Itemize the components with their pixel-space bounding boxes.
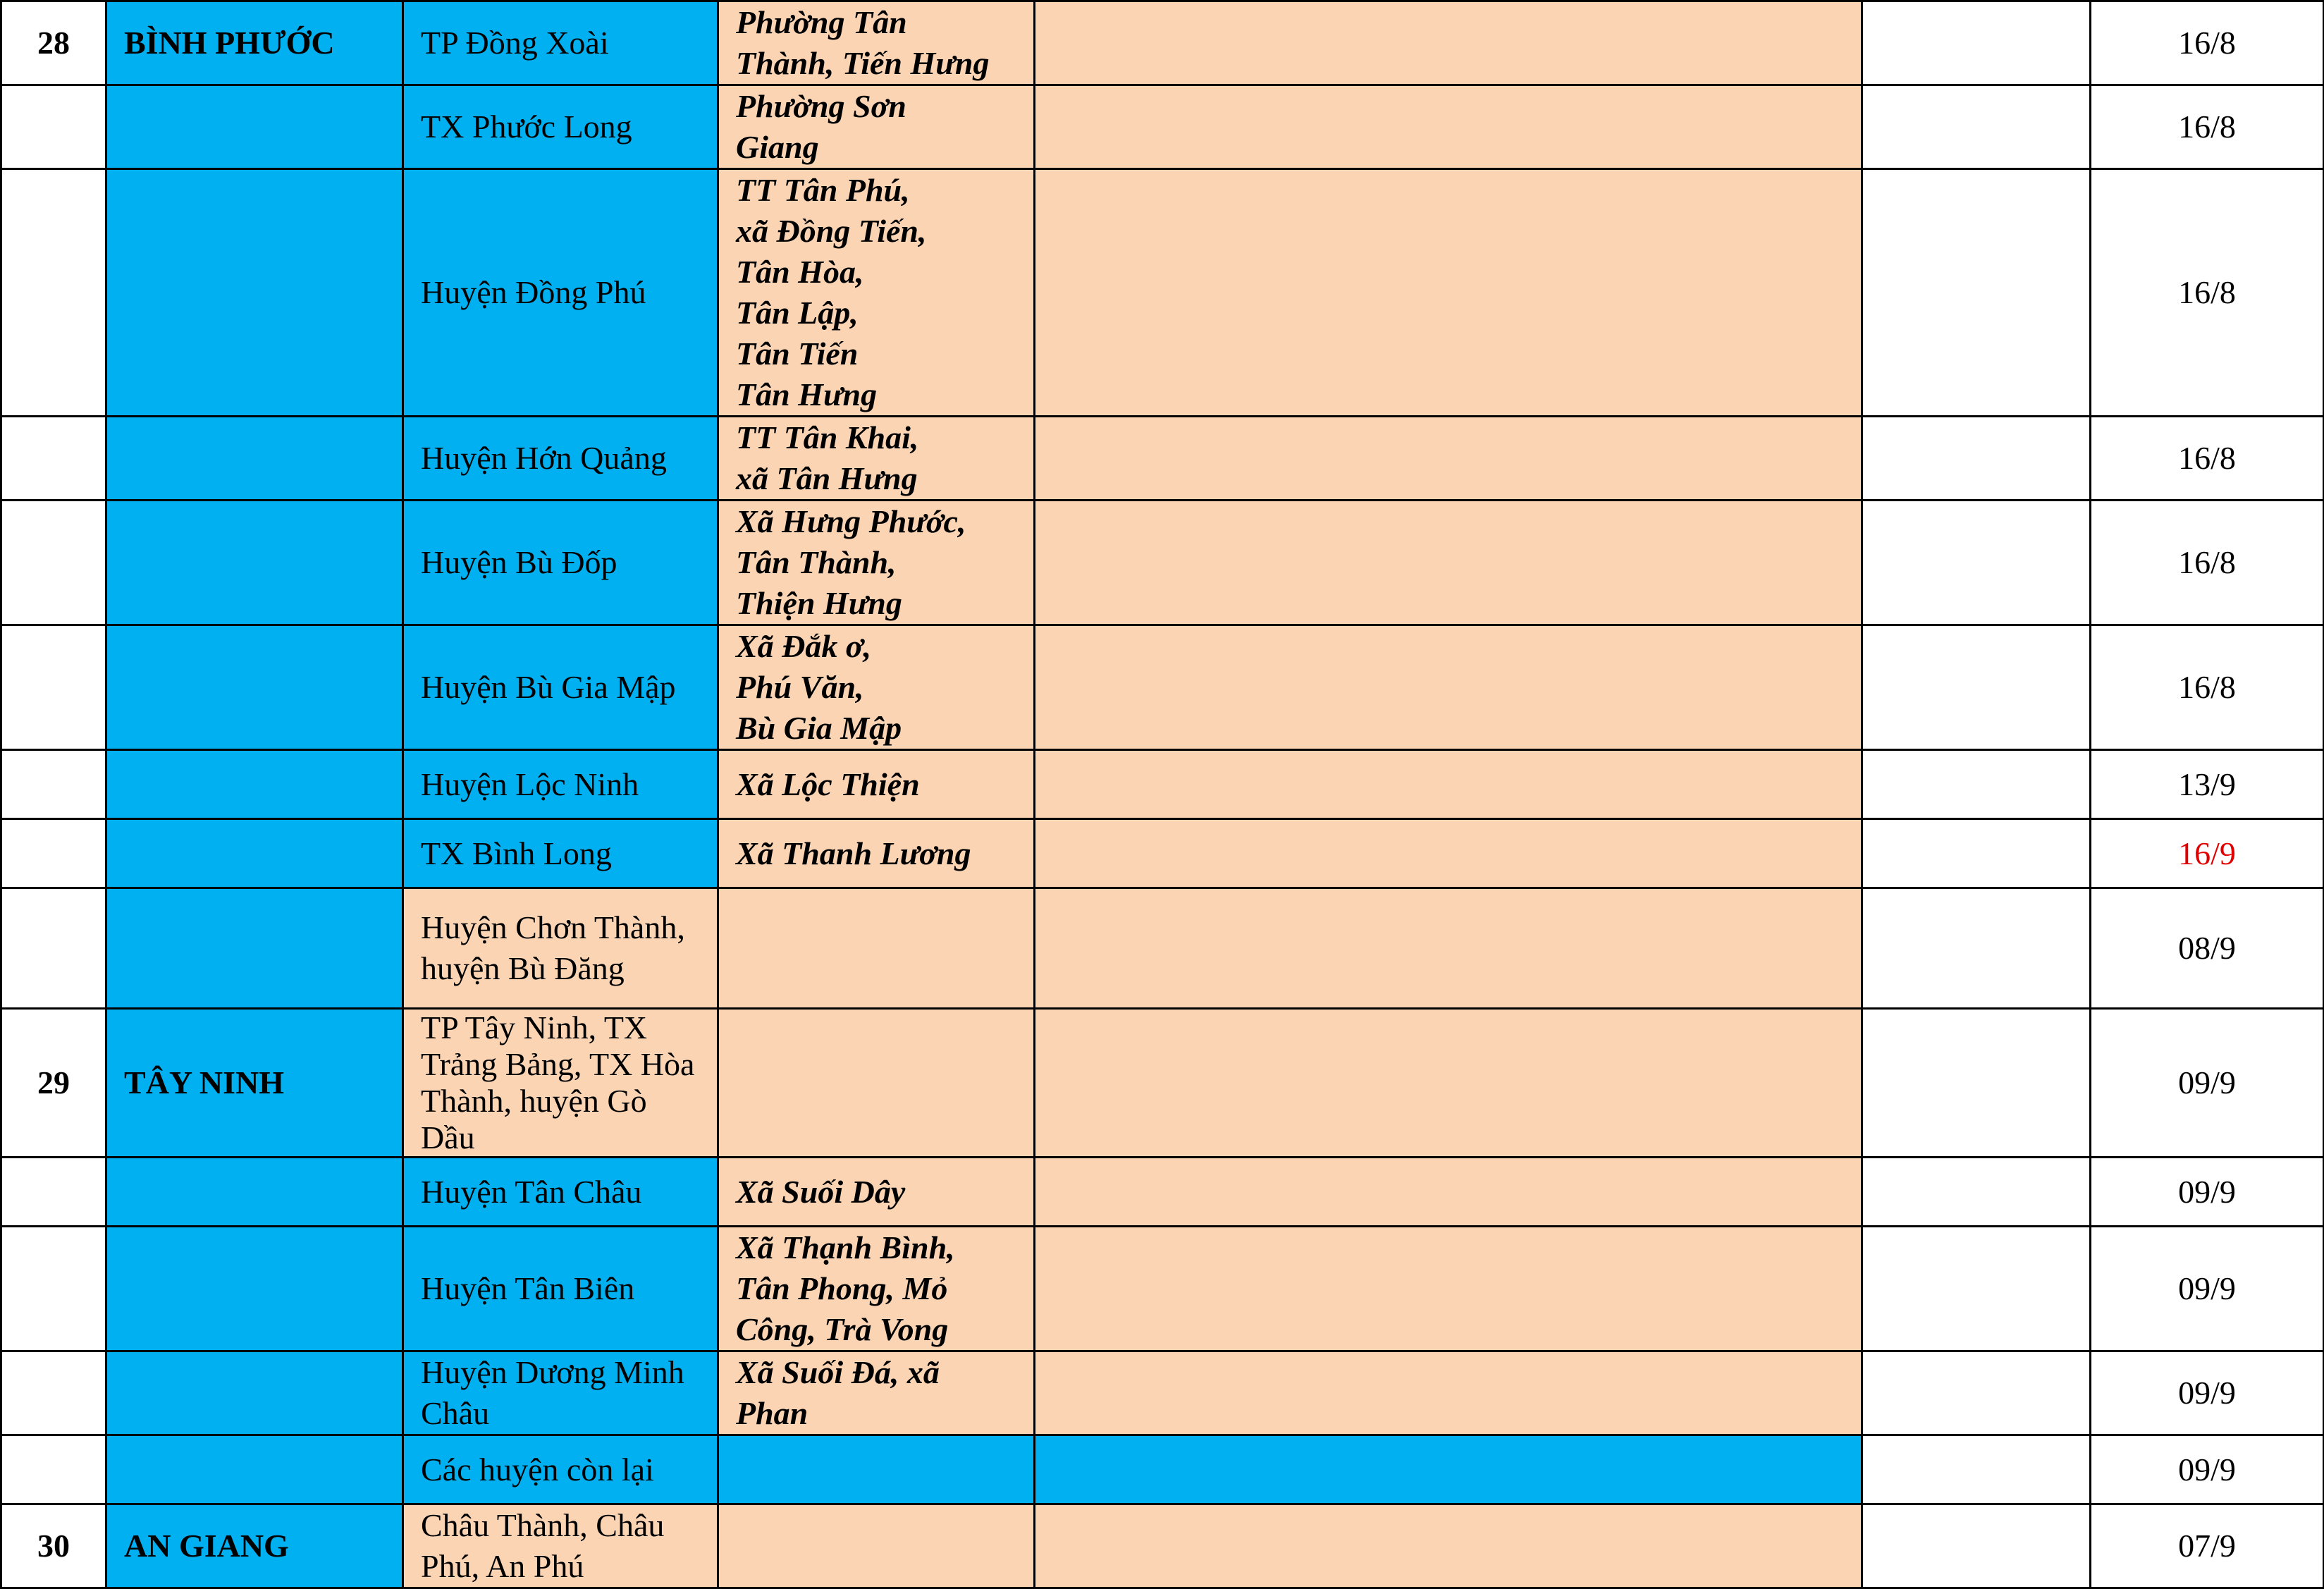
- commune-line: Xã Thạnh Bình,: [736, 1229, 955, 1265]
- commune-cell: [718, 819, 1035, 888]
- district-cell: Huyện Đồng Phú: [403, 169, 718, 417]
- row-number-cell: [1, 750, 106, 819]
- district-cell: Huyện Bù Gia Mập: [403, 625, 718, 750]
- commune-cell: [718, 1435, 1035, 1504]
- commune-line: Tân Tiến: [736, 336, 859, 372]
- note-cell: [1035, 1504, 1862, 1588]
- commune-line: Thiện Hưng: [736, 585, 902, 621]
- commune-cell: [718, 1504, 1035, 1588]
- date-cell: 16/8: [2091, 625, 2324, 750]
- table-row: [1, 750, 2324, 819]
- blank-cell: [1862, 819, 2091, 888]
- commune-line: TT Tân Phú,: [736, 172, 910, 208]
- commune-line: TT Tân Khai,: [736, 419, 919, 455]
- commune-line: Phường Tân: [736, 4, 907, 40]
- date-cell: 07/9: [2091, 1504, 2324, 1588]
- table-row: [1, 1009, 2324, 1158]
- date-cell: 09/9: [2091, 1227, 2324, 1351]
- district-cell: Huyện Dương Minh Châu: [403, 1351, 718, 1435]
- date-cell: 16/8: [2091, 501, 2324, 625]
- district-cell: Huyện Hớn Quảng: [403, 417, 718, 501]
- date-cell: 08/9: [2091, 888, 2324, 1009]
- blank-cell: [1862, 417, 2091, 501]
- date-cell: 16/9: [2091, 819, 2324, 888]
- row-number-cell: [1, 85, 106, 169]
- row-number-cell: 29: [1, 1009, 106, 1158]
- note-cell: [1035, 169, 1862, 417]
- table-row: [1, 417, 2324, 501]
- commune-line: xã Tân Hưng: [736, 460, 918, 496]
- commune-line: Xã Lộc Thiện: [736, 766, 920, 802]
- note-cell: [1035, 1009, 1862, 1158]
- commune-line: Tân Phong, Mỏ: [736, 1270, 948, 1306]
- note-cell: [1035, 1227, 1862, 1351]
- date-cell: 13/9: [2091, 750, 2324, 819]
- note-cell: [1035, 1435, 1862, 1504]
- date-cell: 09/9: [2091, 1009, 2324, 1158]
- commune-cell: [718, 1, 1035, 85]
- commune-line: Xã Suối Dây: [736, 1173, 906, 1210]
- commune-line: Bù Gia Mập: [736, 710, 902, 746]
- commune-line: Xã Đắk ơ,: [736, 628, 872, 664]
- district-cell: Huyện Tân Biên: [403, 1227, 718, 1351]
- commune-line: Thành, Tiến Hưng: [736, 45, 990, 81]
- date-cell: 16/8: [2091, 1, 2324, 85]
- district-cell: TX Bình Long: [403, 819, 718, 888]
- commune-line: xã Đồng Tiến,: [736, 213, 927, 249]
- note-cell: [1035, 1351, 1862, 1435]
- note-cell: [1035, 417, 1862, 501]
- table-row: [1, 1158, 2324, 1227]
- district-cell: Huyện Lộc Ninh: [403, 750, 718, 819]
- table-row: [1, 169, 2324, 417]
- table-row: [1, 85, 2324, 169]
- province-cell: [106, 1351, 403, 1435]
- district-cell: TP Đồng Xoài: [403, 1, 718, 85]
- blank-cell: [1862, 750, 2091, 819]
- note-cell: [1035, 819, 1862, 888]
- date-cell: 16/8: [2091, 169, 2324, 417]
- table-row: [1, 1351, 2324, 1435]
- commune-line: Phường Sơn: [736, 88, 906, 124]
- commune-line: Phan: [736, 1395, 809, 1431]
- table-row: [1, 819, 2324, 888]
- commune-cell: [718, 169, 1035, 417]
- commune-cell: [718, 1009, 1035, 1158]
- note-cell: [1035, 750, 1862, 819]
- commune-line: Công, Trà Vong: [736, 1311, 949, 1347]
- commune-line: Tân Lập,: [736, 295, 859, 331]
- row-number-cell: [1, 501, 106, 625]
- commune-line: Tân Hòa,: [736, 254, 864, 290]
- note-cell: [1035, 501, 1862, 625]
- blank-cell: [1862, 1435, 2091, 1504]
- commune-cell: [718, 1351, 1035, 1435]
- district-cell: Các huyện còn lại: [403, 1435, 718, 1504]
- province-cell: [106, 1227, 403, 1351]
- row-number-cell: 30: [1, 1504, 106, 1588]
- commune-cell: [718, 625, 1035, 750]
- blank-cell: [1862, 1351, 2091, 1435]
- row-number-cell: [1, 417, 106, 501]
- district-cell: TP Tây Ninh, TX Trảng Bảng, TX Hòa Thành, huyện Gò Dầu: [403, 1009, 718, 1158]
- commune-cell: [718, 501, 1035, 625]
- commune-line: Xã Thanh Lương: [736, 835, 971, 871]
- district-cell: Châu Thành, Châu Phú, An Phú: [403, 1504, 718, 1588]
- table-row: [1, 1435, 2324, 1504]
- table-row: [1, 1227, 2324, 1351]
- table-row: [1, 625, 2324, 750]
- note-cell: [1035, 888, 1862, 1009]
- province-cell: AN GIANG: [106, 1504, 403, 1588]
- commune-cell: [718, 1158, 1035, 1227]
- province-cell: [106, 1435, 403, 1504]
- province-cell: [106, 501, 403, 625]
- district-cell: Huyện Chơn Thành, huyện Bù Đăng: [403, 888, 718, 1009]
- commune-cell: [718, 750, 1035, 819]
- blank-cell: [1862, 1227, 2091, 1351]
- province-cell: [106, 85, 403, 169]
- date-cell: 09/9: [2091, 1158, 2324, 1227]
- row-number-cell: [1, 1351, 106, 1435]
- row-number-cell: [1, 1158, 106, 1227]
- district-cell: TX Phước Long: [403, 85, 718, 169]
- commune-line: Phú Văn,: [736, 669, 864, 705]
- table-body: [1, 1, 2324, 1588]
- blank-cell: [1862, 1, 2091, 85]
- row-number-cell: [1, 888, 106, 1009]
- province-cell: [106, 819, 403, 888]
- date-cell: 09/9: [2091, 1351, 2324, 1435]
- commune-line: Giang: [736, 129, 819, 165]
- district-cell: Huyện Tân Châu: [403, 1158, 718, 1227]
- province-cell: [106, 169, 403, 417]
- blank-cell: [1862, 85, 2091, 169]
- district-cell: Huyện Bù Đốp: [403, 501, 718, 625]
- province-cell: [106, 750, 403, 819]
- table-row: [1, 1, 2324, 85]
- blank-cell: [1862, 169, 2091, 417]
- note-cell: [1035, 1, 1862, 85]
- blank-cell: [1862, 501, 2091, 625]
- date-cell: 09/9: [2091, 1435, 2324, 1504]
- commune-cell: [718, 1227, 1035, 1351]
- commune-cell: [718, 85, 1035, 169]
- row-number-cell: [1, 1227, 106, 1351]
- row-number-cell: [1, 625, 106, 750]
- date-cell: 16/8: [2091, 85, 2324, 169]
- commune-cell: [718, 888, 1035, 1009]
- blank-cell: [1862, 1504, 2091, 1588]
- row-number-cell: [1, 1435, 106, 1504]
- commune-line: Xã Hưng Phước,: [736, 503, 966, 539]
- province-cell: [106, 888, 403, 1009]
- province-cell: BÌNH PHƯỚC: [106, 1, 403, 85]
- date-cell: 16/8: [2091, 417, 2324, 501]
- note-cell: [1035, 85, 1862, 169]
- row-number-cell: 28: [1, 1, 106, 85]
- blank-cell: [1862, 625, 2091, 750]
- table-row: [1, 501, 2324, 625]
- row-number-cell: [1, 819, 106, 888]
- province-cell: [106, 1158, 403, 1227]
- blank-cell: [1862, 1158, 2091, 1227]
- commune-line: Tân Hưng: [736, 376, 878, 412]
- table-row: [1, 1504, 2324, 1588]
- row-number-cell: [1, 169, 106, 417]
- commune-cell: [718, 417, 1035, 501]
- province-cell: [106, 417, 403, 501]
- blank-cell: [1862, 888, 2091, 1009]
- table-row: [1, 888, 2324, 1009]
- note-cell: [1035, 625, 1862, 750]
- province-cell: [106, 625, 403, 750]
- province-cell: TÂY NINH: [106, 1009, 403, 1158]
- note-cell: [1035, 1158, 1862, 1227]
- commune-line: Tân Thành,: [736, 544, 897, 580]
- blank-cell: [1862, 1009, 2091, 1158]
- commune-line: Xã Suối Đá, xã: [736, 1354, 940, 1390]
